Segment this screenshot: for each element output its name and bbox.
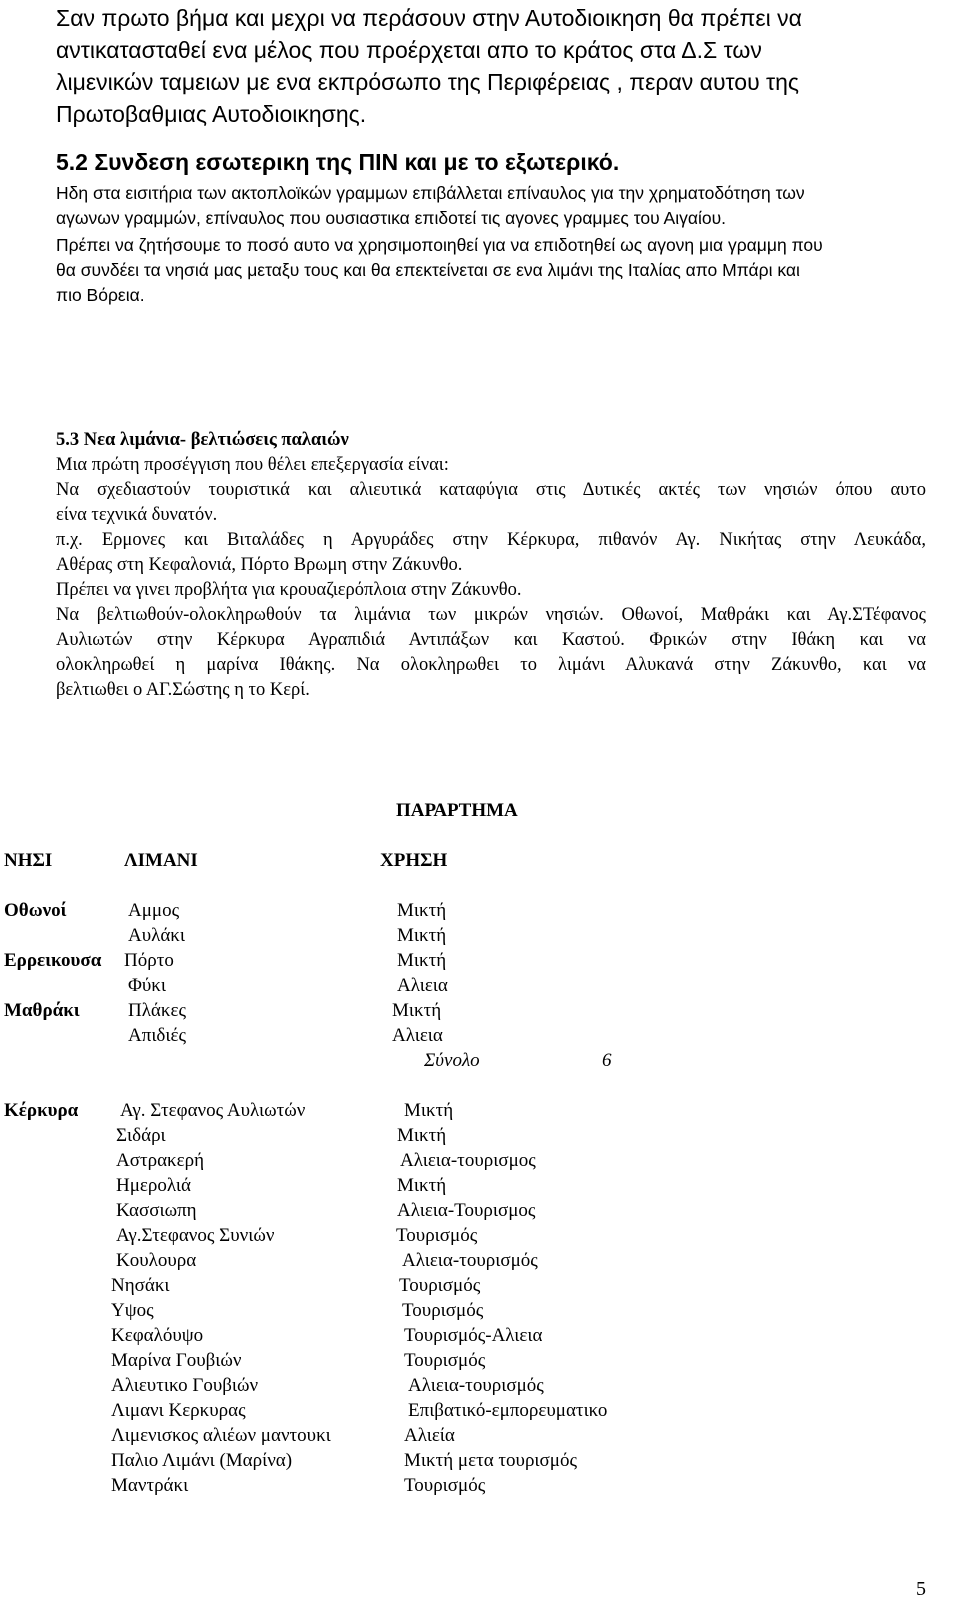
cell-use: Μικτή μετα τουρισμός <box>404 1450 577 1471</box>
cell-port: Αγ.Στεφανος Συνιών <box>116 1225 275 1246</box>
paragraph-line: π.χ. Ερμονες και Βιταλάδες η Αργυράδες στην Κέρκυρα, πιθανόν Αγ. Νικήτας στην Λευκάδα, <box>56 530 926 550</box>
table-row <box>0 1423 960 1448</box>
header-use: ΧΡΗΣΗ <box>380 850 448 871</box>
table-row <box>0 1398 960 1423</box>
cell-port: Νησάκι <box>111 1275 170 1296</box>
cell-use: Τουρισμός <box>402 1300 484 1321</box>
cell-port: Υψος <box>111 1300 154 1321</box>
cell-use: Μικτή <box>397 1175 447 1196</box>
cell-port: Πλάκες <box>128 1000 186 1021</box>
paragraph-line: Αυλιωτών στην Κέρκυρα Αγραπιδιά Αντιπάξων και Καστού. Φρικών στην Ιθάκη και να <box>56 630 926 650</box>
cell-use: Μικτή <box>397 900 447 921</box>
paragraph-line: είνα τεχνικά δυνατόν. <box>56 505 218 525</box>
table-row <box>0 1248 960 1273</box>
table-row <box>0 1198 960 1223</box>
cell-island: Μαθράκι <box>4 1000 80 1021</box>
cell-port: Φύκι <box>128 975 166 996</box>
cell-use: Μικτή <box>404 1100 454 1121</box>
cell-use: Τουρισμός-Αλιεια <box>404 1325 543 1346</box>
cell-use: Μικτή <box>397 925 447 946</box>
cell-use: Τουρισμός <box>399 1275 481 1296</box>
table-row <box>0 1173 960 1198</box>
page-number: 5 <box>916 1578 926 1600</box>
cell-port: Κασσιωπη <box>116 1200 197 1221</box>
header-port: ΛΙΜΑΝΙ <box>124 850 198 871</box>
table-row <box>0 1473 960 1498</box>
cell-use: Αλιεια <box>397 975 448 996</box>
intro-line: Σαν πρωτο βήμα και μεχρι να περάσουν στην Αυτοδιοικηση θα πρέπει να <box>56 5 802 31</box>
paragraph-line: πιο Βόρεια. <box>56 285 145 305</box>
table-row <box>0 1223 960 1248</box>
intro-line: αντικατασταθεί ενα μέλος που προέρχεται απο το κράτος στα Δ.Σ των <box>56 37 762 63</box>
cell-use: Τουρισμός <box>404 1475 486 1496</box>
table-row <box>0 1348 960 1373</box>
table-row <box>0 923 960 948</box>
cell-use: Τουρισμός <box>404 1350 486 1371</box>
cell-port: Μαντράκι <box>111 1475 189 1496</box>
cell-use: Μικτή <box>392 1000 442 1021</box>
table-row <box>0 973 960 998</box>
cell-port: Μαρίνα Γουβιών <box>111 1350 242 1371</box>
paragraph-line: Αθέρας στη Κεφαλονιά, Πόρτο Βρωμη στην Ζάκυνθο. <box>56 555 463 575</box>
table-row <box>0 1373 960 1398</box>
appendix-title: ΠΑΡΑΡΤΗΜΑ <box>396 800 518 821</box>
table-row <box>0 1098 960 1123</box>
cell-use: Επιβατικό-εμπορευματικο <box>408 1400 608 1421</box>
table-row <box>0 1023 960 1048</box>
cell-use: Αλιεια-τουρισμός <box>402 1250 538 1271</box>
table-row <box>0 1323 960 1348</box>
cell-use: Αλιεια-τουρισμός <box>408 1375 544 1396</box>
cell-port: Παλιο Λιμάνι (Μαρίνα) <box>111 1450 293 1471</box>
intro-line: Πρωτοβαθμιας Αυτοδιοικησης. <box>56 101 367 127</box>
cell-use: Αλιεια-Τουρισμος <box>397 1200 536 1221</box>
table-row <box>0 1448 960 1473</box>
header-island: ΝΗΣΙ <box>4 850 53 871</box>
cell-island: Κέρκυρα <box>4 1100 79 1121</box>
cell-island: Οθωνοί <box>4 900 67 921</box>
paragraph-line: αγωνων γραμμών, επίναυλος που ουσιαστικα επιδοτεί τις αγονες γραμμες του Αιγαίου. <box>56 208 727 228</box>
cell-use: Αλιεια <box>392 1025 443 1046</box>
intro-line: λιμενικών ταμειων με ενα εκπρόσωπο της Περιφέρειας , περαν αυτου της <box>56 69 800 95</box>
total-value: 6 <box>602 1050 612 1071</box>
cell-port: Κουλουρα <box>116 1250 197 1271</box>
cell-port: Ημερολιά <box>116 1175 191 1196</box>
paragraph-line: θα συνδέει τα νησιά μας μεταξυ τους και θα επεκτείνεται σε ενα λιμάνι της Ιταλίας απο Μπάρι και <box>56 260 800 280</box>
table-row <box>0 1298 960 1323</box>
paragraph-line: ολοκληρωθεί η μαρίνα Ιθάκης. Να ολοκληρωθει το λιμάνι Αλυκανά στην Ζάκυνθο, και να <box>56 655 926 675</box>
cell-port: Αυλάκι <box>128 925 185 946</box>
cell-port: Κεφαλόυψο <box>111 1325 204 1346</box>
cell-port: Λιμενισκος αλιέων μαντουκι <box>111 1425 331 1446</box>
paragraph-line: Πρέπει να ζητήσουμε το ποσό αυτο να χρησιμοποιηθεί για να επιδοτηθεί ως αγονη μια γραμμη που <box>56 235 823 255</box>
section-heading-5-3: 5.3 Νεα λιμάνια- βελτιώσεις παλαιών <box>56 430 349 450</box>
paragraph-line: Να σχεδιαστούν τουριστικά και αλιευτικά καταφύγια στις Δυτικές ακτές των νησιών όπου αυτο <box>56 480 926 500</box>
cell-port: Αμμος <box>128 900 180 921</box>
paragraph-line: Πρέπει να γινει προβλήτα για κρουαζιερόπλοια στην Ζάκυνθο. <box>56 580 522 600</box>
cell-port: Απιδιές <box>128 1025 186 1046</box>
cell-use: Αλιεια-τουρισμος <box>400 1150 536 1171</box>
cell-use: Μικτή <box>397 950 447 971</box>
cell-port: Αλιευτικο Γουβιών <box>111 1375 259 1396</box>
cell-port: Σιδάρι <box>116 1125 166 1146</box>
cell-port: Αστρακερή <box>116 1150 205 1171</box>
cell-use: Αλιεία <box>404 1425 455 1446</box>
table-row <box>0 898 960 923</box>
cell-port: Πόρτο <box>124 950 174 971</box>
cell-port: Αγ. Στεφανος Αυλιωτών <box>120 1100 306 1121</box>
paragraph-line: βελτιωθει ο ΑΓ.Σώστης η το Κερί. <box>56 680 310 700</box>
paragraph-line: Ηδη στα εισιτήρια των ακτοπλοϊκών γραμμων επιβάλλεται επίναυλος για την χρηματοδότηση των <box>56 183 805 203</box>
table-row <box>0 1148 960 1173</box>
section-heading-5-2: 5.2 Συνδεση εσωτερικη της ΠΙΝ και με το εξωτερικό. <box>56 149 620 175</box>
total-row <box>0 1048 960 1073</box>
cell-island: Ερρεικουσα <box>4 950 102 971</box>
cell-use: Τουρισμός <box>396 1225 478 1246</box>
table-row <box>0 1123 960 1148</box>
table-row <box>0 998 960 1023</box>
table-row <box>0 1273 960 1298</box>
appendix-header-row <box>0 848 960 873</box>
table-row <box>0 948 960 973</box>
cell-use: Μικτή <box>397 1125 447 1146</box>
cell-port: Λιμανι Κερκυρας <box>111 1400 246 1421</box>
paragraph-line: Μια πρώτη προσέγγιση που θέλει επεξεργασία είναι: <box>56 455 449 475</box>
paragraph-line: Να βελτιωθούν-ολοκληρωθούν τα λιμάνια των μικρών νησιών. Οθωνοί, Μαθράκι και Αγ.ΣΤέφανος <box>56 605 926 625</box>
total-label: Σύνολο <box>424 1050 480 1071</box>
